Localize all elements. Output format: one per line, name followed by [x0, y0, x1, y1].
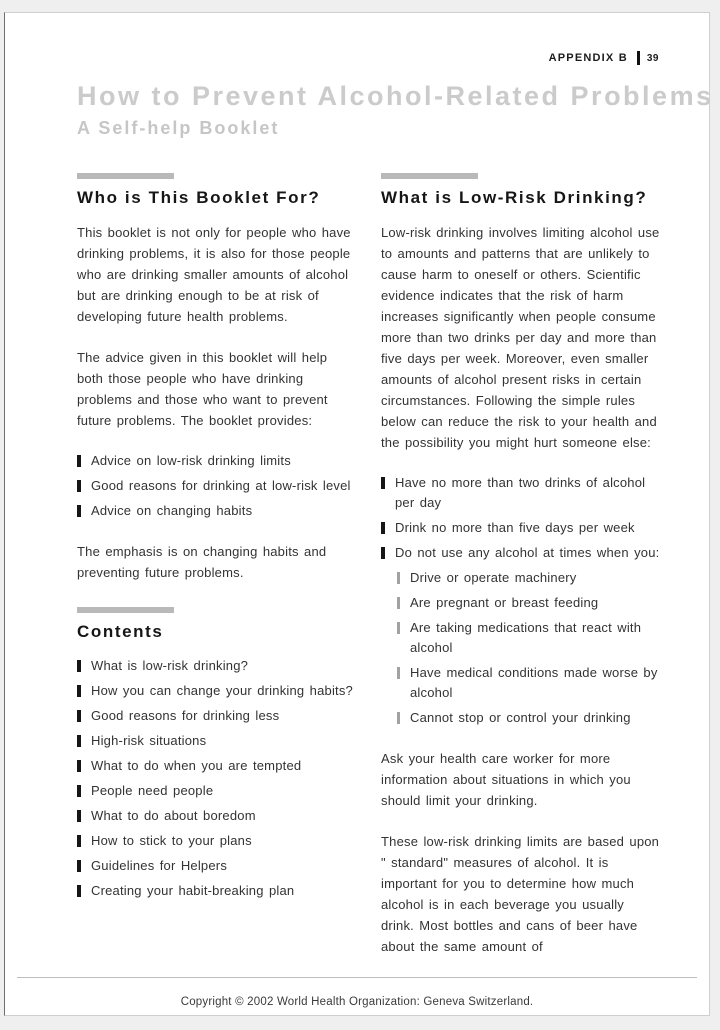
list-item-label: Good reasons for drinking less — [91, 706, 279, 726]
list-item-label: How you can change your drinking habits? — [91, 681, 353, 701]
who-paragraph-3: The emphasis is on changing habits and preventing future problems. — [77, 541, 357, 583]
list-item-label: Guidelines for Helpers — [91, 856, 227, 876]
list-item — [77, 756, 357, 776]
bullet-icon — [77, 660, 81, 672]
bullet-icon — [77, 810, 81, 822]
list-item — [397, 568, 661, 588]
contents-section — [77, 607, 357, 901]
list-item — [397, 618, 661, 658]
sub-bullet-icon — [397, 597, 400, 609]
list-item-label: Do not use any alcohol at times when you: — [395, 543, 659, 563]
bullet-icon — [381, 547, 385, 559]
who-bullet-list — [77, 451, 357, 521]
bullet-icon — [381, 477, 385, 489]
appendix-label: APPENDIX B — [549, 52, 628, 64]
header-divider-bar — [637, 51, 640, 65]
lowrisk-bullet-list — [381, 473, 661, 563]
list-item — [77, 681, 357, 701]
sub-bullet-icon — [397, 572, 400, 584]
lowrisk-sub-bullet-list — [397, 568, 661, 728]
bullet-icon — [77, 505, 81, 517]
who-paragraph-1: This booklet is not only for people who have drinking problems, it is also for those people who are drinking smaller amounts of alcohol but are drinking enough to be at risk of developing future health problems. — [77, 222, 357, 327]
bullet-icon — [77, 685, 81, 697]
list-item — [77, 731, 357, 751]
list-item — [77, 501, 357, 521]
list-item-label: Are taking medications that react with alcohol — [410, 618, 661, 658]
list-item-label: People need people — [91, 781, 213, 801]
sub-bullet-icon — [397, 712, 400, 724]
bullet-icon — [381, 522, 385, 534]
who-section-heading: Who is This Booklet For? — [77, 188, 357, 208]
two-column-layout — [77, 173, 661, 977]
left-column — [77, 173, 357, 977]
bullet-icon — [77, 885, 81, 897]
lowrisk-paragraph-2: Ask your health care worker for more information about situations in which you should limit your drinking. — [381, 748, 661, 811]
list-item — [77, 806, 357, 826]
section-accent-bar — [77, 607, 174, 613]
who-paragraph-2: The advice given in this booklet will help both those people who have drinking problems and those who want to prevent future problems. The booklet provides: — [77, 347, 357, 431]
sub-bullet-icon — [397, 667, 400, 679]
list-item-label: Drive or operate machinery — [410, 568, 577, 588]
list-item — [77, 706, 357, 726]
document-page — [4, 12, 710, 1016]
bullet-icon — [77, 835, 81, 847]
bullet-icon — [77, 480, 81, 492]
list-item — [77, 656, 357, 676]
list-item-label: Are pregnant or breast feeding — [410, 593, 598, 613]
list-item — [397, 708, 661, 728]
list-item — [77, 781, 357, 801]
copyright-text: Copyright © 2002 World Health Organization: Geneva Switzerland. — [181, 996, 534, 1008]
contents-heading: Contents — [77, 622, 357, 642]
list-item-label: Drink no more than five days per week — [395, 518, 635, 538]
bullet-icon — [77, 860, 81, 872]
page-header — [77, 51, 659, 65]
list-item — [381, 473, 661, 513]
list-item-label: Cannot stop or control your drinking — [410, 708, 631, 728]
page-number: 39 — [647, 53, 659, 64]
list-item-label: How to stick to your plans — [91, 831, 252, 851]
bullet-icon — [77, 735, 81, 747]
list-item-label: Have medical conditions made worse by alcohol — [410, 663, 661, 703]
list-item-label: Good reasons for drinking at low-risk level — [91, 476, 351, 496]
document-subtitle: A Self-help Booklet — [77, 118, 661, 139]
right-column — [381, 173, 661, 977]
list-item — [77, 881, 357, 901]
contents-list — [77, 656, 357, 901]
section-accent-bar — [381, 173, 478, 179]
lowrisk-paragraph-1: Low-risk drinking involves limiting alcohol use to amounts and patterns that are unlikely to cause harm to oneself or others. Scientific evidence indicates that the risk of harm increases significantly when people consume more than two drinks per day and more than five days per week. Moreover, even smaller amounts of alcohol present risks in certain circumstances. Following the simple rules below can reduce the risk to your health and the possibility you might hurt someone else: — [381, 222, 661, 453]
list-item-label: Have no more than two drinks of alcohol per day — [395, 473, 661, 513]
list-item — [381, 518, 661, 538]
section-accent-bar — [77, 173, 174, 179]
list-item — [77, 856, 357, 876]
list-item-label: What is low-risk drinking? — [91, 656, 248, 676]
list-item — [77, 451, 357, 471]
list-item — [397, 593, 661, 613]
bullet-icon — [77, 785, 81, 797]
document-title: How to Prevent Alcohol-Related Problems — [77, 81, 661, 112]
lowrisk-paragraph-3: These low-risk drinking limits are based upon " standard" measures of alcohol. It is important for you to determine how much alcohol is in each beverage you usually drink. Most bottles and cans of beer have about the same amount of — [381, 831, 661, 957]
list-item-label: Advice on low-risk drinking limits — [91, 451, 291, 471]
list-item-label: High-risk situations — [91, 731, 206, 751]
list-item-label: Advice on changing habits — [91, 501, 252, 521]
list-item — [77, 831, 357, 851]
list-item-label: What to do about boredom — [91, 806, 256, 826]
page-footer — [17, 977, 697, 1030]
bullet-icon — [77, 710, 81, 722]
lowrisk-section-heading: What is Low-Risk Drinking? — [381, 188, 661, 208]
title-block — [77, 81, 661, 139]
sub-bullet-icon — [397, 622, 400, 634]
list-item — [77, 476, 357, 496]
bullet-icon — [77, 455, 81, 467]
list-item-label: Creating your habit-breaking plan — [91, 881, 294, 901]
bullet-icon — [77, 760, 81, 772]
list-item — [397, 663, 661, 703]
list-item — [381, 543, 661, 563]
list-item-label: What to do when you are tempted — [91, 756, 301, 776]
